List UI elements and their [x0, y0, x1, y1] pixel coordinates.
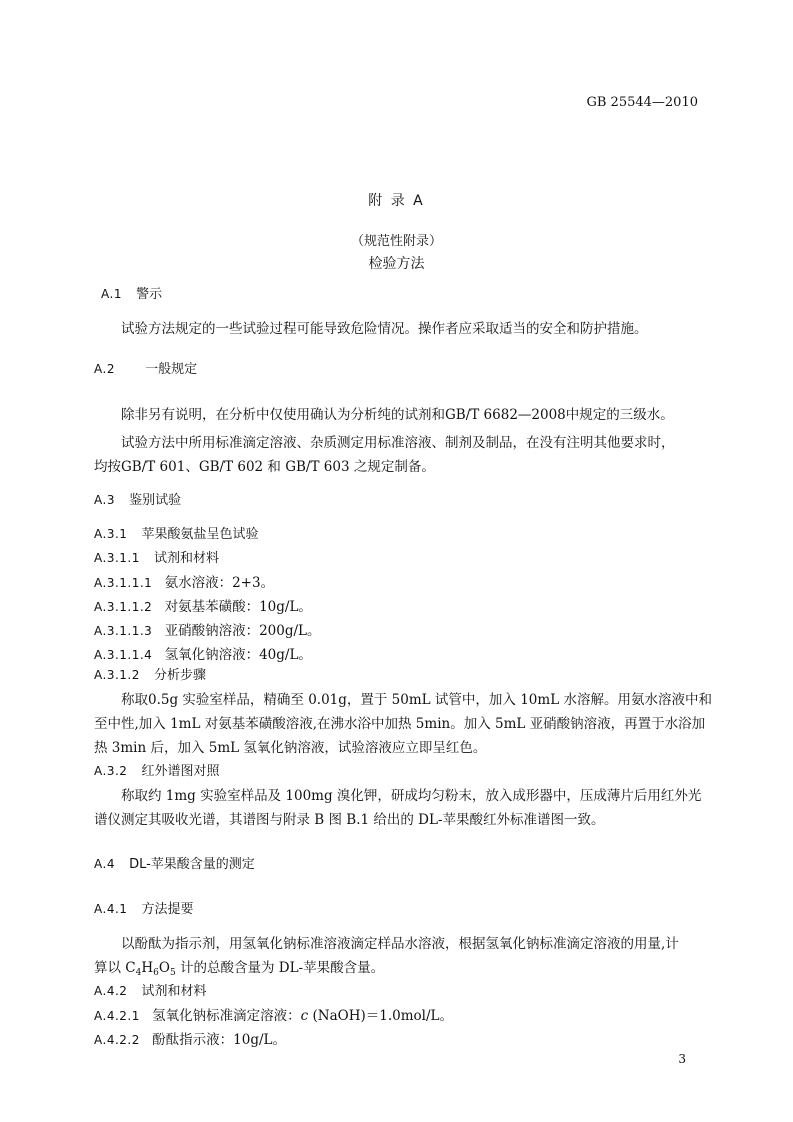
item-text: (NaOH)＝1.0mol/L。 — [308, 1008, 453, 1024]
section-number: A.3 — [94, 493, 115, 507]
section-title: 苹果酸氨盐呈色试验 — [141, 527, 259, 542]
subscript: 4 — [135, 968, 142, 978]
section-a1-heading — [101, 283, 162, 302]
paragraph-line — [94, 956, 384, 976]
section-number: A.4 — [94, 857, 115, 871]
paragraph-line: 至中性,加入 1mL 对氨基苯磺酸溶液,在沸水浴中加热 5min。加入 5mL 亚硝酸钠溶液，再置于水浴加 — [94, 716, 706, 732]
section-title: 警示 — [136, 287, 163, 302]
paragraph: 除非另有说明，在分析中仅使用确认为分析纯的试剂和GB/T 6682—2008中规定的三级水。 — [121, 407, 674, 423]
appendix-title: 附 录 A — [368, 193, 425, 209]
item-number: A.3.1.1.4 — [94, 648, 153, 662]
section-number: A.1 — [101, 287, 122, 301]
subscript: 6 — [153, 968, 159, 978]
item-number: A.3.1.1.3 — [94, 624, 153, 638]
section-a2-heading — [94, 358, 197, 377]
section-a312-heading — [94, 664, 206, 683]
item-number: A.4.2.2 — [94, 1033, 140, 1047]
item-number: A.3.1.1.1 — [94, 576, 153, 590]
section-a3-heading — [94, 489, 181, 508]
section-number: A.4.2 — [94, 984, 128, 998]
section-number: A.3.1.1 — [94, 551, 140, 565]
item-text: 亚硝酸钠溶液：200g/L。 — [164, 623, 321, 639]
paragraph-line: 均按GB/T 601、GB/T 602 和 GB/T 603 之规定制备。 — [94, 459, 435, 475]
appendix-name: 检验方法 — [368, 256, 425, 272]
section-number: A.3.1.2 — [94, 668, 140, 682]
paragraph: 试验方法规定的一些试验过程可能导致危险情况。操作者应采取适当的安全和防护措施。 — [121, 321, 648, 337]
text-run: H — [141, 960, 154, 976]
item-text: 氢氧化钠标准滴定溶液： — [152, 1008, 301, 1024]
section-title: DL-苹果酸含量的测定 — [129, 857, 255, 872]
section-a31-heading — [94, 523, 259, 542]
section-number: A.3.1 — [94, 527, 128, 541]
reagent-item — [94, 571, 274, 591]
item-number: A.4.2.1 — [94, 1009, 140, 1023]
section-number: A.3.2 — [94, 764, 128, 778]
section-title: 试剂和材料 — [141, 984, 207, 999]
paragraph-line: 以酚酞为指示剂，用氢氧化钠标准溶液滴定样品水溶液，根据氢氧化钠标准滴定溶液的用量,计 — [121, 936, 679, 952]
text-run: O — [158, 960, 170, 976]
section-a311-heading — [94, 547, 219, 566]
page-number: 3 — [678, 1052, 686, 1066]
paragraph-line: 称取约 1mg 实验室样品及 100mg 溴化钾，研成均匀粉末，放入成形器中，压成薄片后用红外光 — [121, 788, 702, 804]
section-title: 鉴别试验 — [129, 493, 182, 508]
section-title: 分析步骤 — [154, 668, 207, 683]
section-title: 试剂和材料 — [154, 551, 220, 566]
section-title: 一般规定 — [145, 362, 198, 377]
section-title: 方法提要 — [141, 902, 194, 917]
section-a4-heading — [94, 853, 255, 872]
section-title: 红外谱图对照 — [141, 764, 220, 779]
subscript: 5 — [169, 968, 176, 978]
standard-number: GB 25544—2010 — [586, 95, 698, 110]
section-a42-heading — [94, 980, 207, 999]
paragraph-line: 称取0.5g 实验室样品，精确至 0.01g，置于 50mL 试管中，加入 10mL 水溶解。用氨水溶液中和 — [121, 692, 712, 708]
reagent-item — [94, 595, 312, 615]
reagent-item — [94, 1004, 453, 1024]
section-number: A.4.1 — [94, 902, 128, 916]
item-number: A.3.1.1.2 — [94, 600, 153, 614]
appendix-subtitle: （规范性附录） — [350, 234, 442, 249]
item-text: 氨水溶液：2+3。 — [164, 575, 275, 591]
section-a41-heading — [94, 898, 194, 917]
variable-c: c — [300, 1008, 309, 1024]
item-text: 氢氧化钠溶液：40g/L。 — [164, 647, 312, 663]
item-text: 酚酞指示液：10g/L。 — [152, 1032, 286, 1048]
paragraph-line: 谱仪测定其吸收光谱，其谱图与附录 B 图 B.1 给出的 DL-苹果酸红外标准谱图一致。 — [94, 812, 605, 828]
reagent-item — [94, 643, 312, 663]
text-run: 计的总酸含量为 DL-苹果酸含量。 — [175, 960, 385, 976]
section-number: A.2 — [94, 362, 115, 376]
paragraph-line: 热 3min 后，加入 5mL 氢氧化钠溶液，试验溶液应立即呈红色。 — [94, 740, 487, 756]
paragraph-line: 试验方法中所用标准滴定溶液、杂质测定用标准溶液、制剂及制品，在没有注明其他要求时， — [121, 435, 675, 451]
section-a32-heading — [94, 760, 220, 779]
item-text: 对氨基苯磺酸：10g/L。 — [164, 599, 312, 615]
text-run: 算以 C — [94, 960, 136, 976]
reagent-item — [94, 1028, 286, 1048]
reagent-item — [94, 619, 321, 639]
